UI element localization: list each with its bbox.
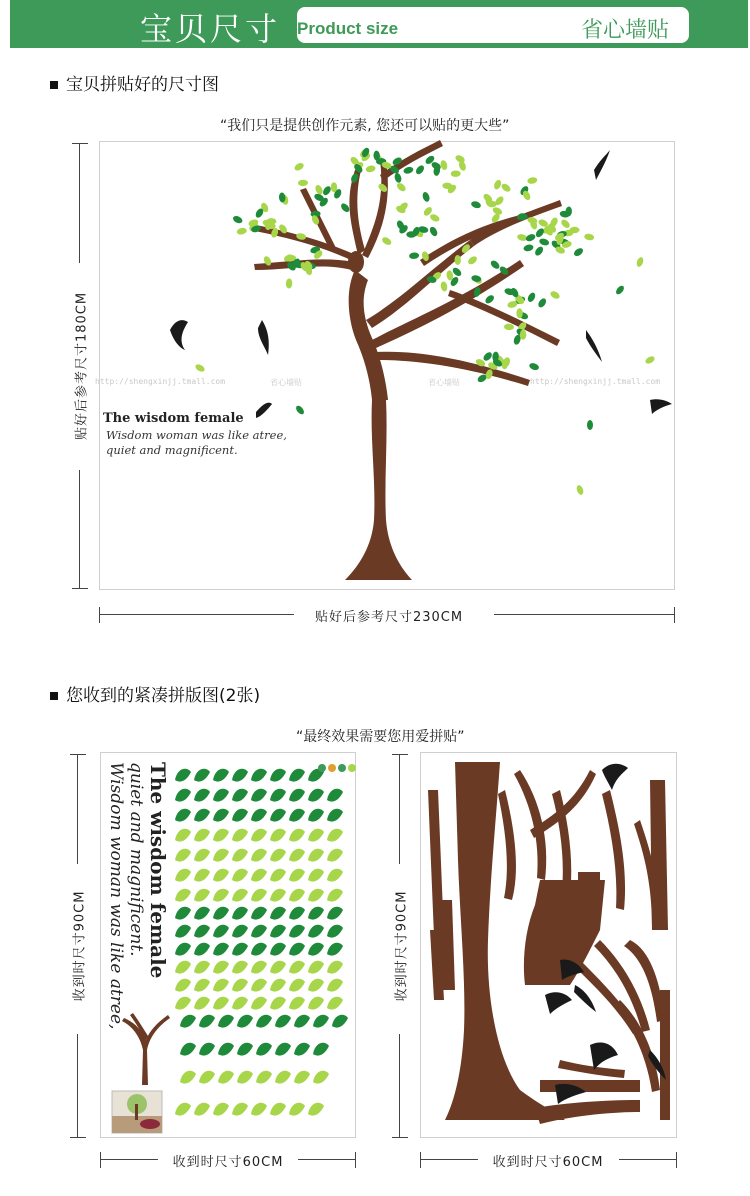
sheet2-width-dimension bbox=[420, 1150, 677, 1170]
watermark-brand-left: 省心墙贴 bbox=[270, 378, 302, 387]
sheet1-height-label: 收到时尺寸90CM bbox=[72, 890, 88, 1002]
bird-icon bbox=[545, 992, 572, 1014]
header-title: 宝贝尺寸 bbox=[140, 10, 281, 48]
sheet1-text-line1: Wisdom woman was like atree, bbox=[106, 762, 126, 1030]
section2-note: “最终效果需要您用爱拼贴” bbox=[296, 729, 465, 745]
sheet2-width-label: 收到时尺寸60CM bbox=[492, 1155, 604, 1170]
bird-icon bbox=[602, 764, 628, 790]
decal-line-1: Wisdom woman was like atree, bbox=[106, 428, 287, 442]
decal-title: The wisdom female bbox=[103, 411, 244, 426]
brand-name: 省心墙贴 bbox=[580, 18, 669, 43]
sheet2-height-label: 收到时尺寸90CM bbox=[394, 890, 410, 1002]
section1-note: “我们只是提供创作元素, 您还可以贴的更大些” bbox=[220, 118, 510, 134]
sheet1-text-line2: quiet and magnificent. bbox=[126, 762, 146, 957]
section2-title-text: 您收到的紧凑拼版图(2张) bbox=[66, 686, 261, 706]
bird-icon bbox=[574, 985, 596, 1012]
width-label: 贴好后参考尺寸230CM bbox=[314, 610, 464, 625]
watermark-url-left: http://shengxinjj.tmall.com bbox=[95, 377, 226, 386]
sheet1-text-title: The wisdom female bbox=[146, 762, 170, 979]
bird-icon bbox=[590, 1042, 618, 1070]
height-label: 贴好后参考尺寸180CM bbox=[74, 291, 90, 441]
watermark-url-right: http://shengxinjj.tmall.com bbox=[530, 377, 661, 386]
section1-title-text: 宝贝拼贴好的尺寸图 bbox=[66, 75, 219, 95]
sheet1-width-label: 收到时尺寸60CM bbox=[172, 1155, 284, 1170]
watermark-brand-right: 省心墙贴 bbox=[428, 378, 460, 387]
decal-line-2: quiet and magnificent. bbox=[106, 443, 238, 457]
header-subtitle-en: Product size bbox=[297, 19, 399, 38]
